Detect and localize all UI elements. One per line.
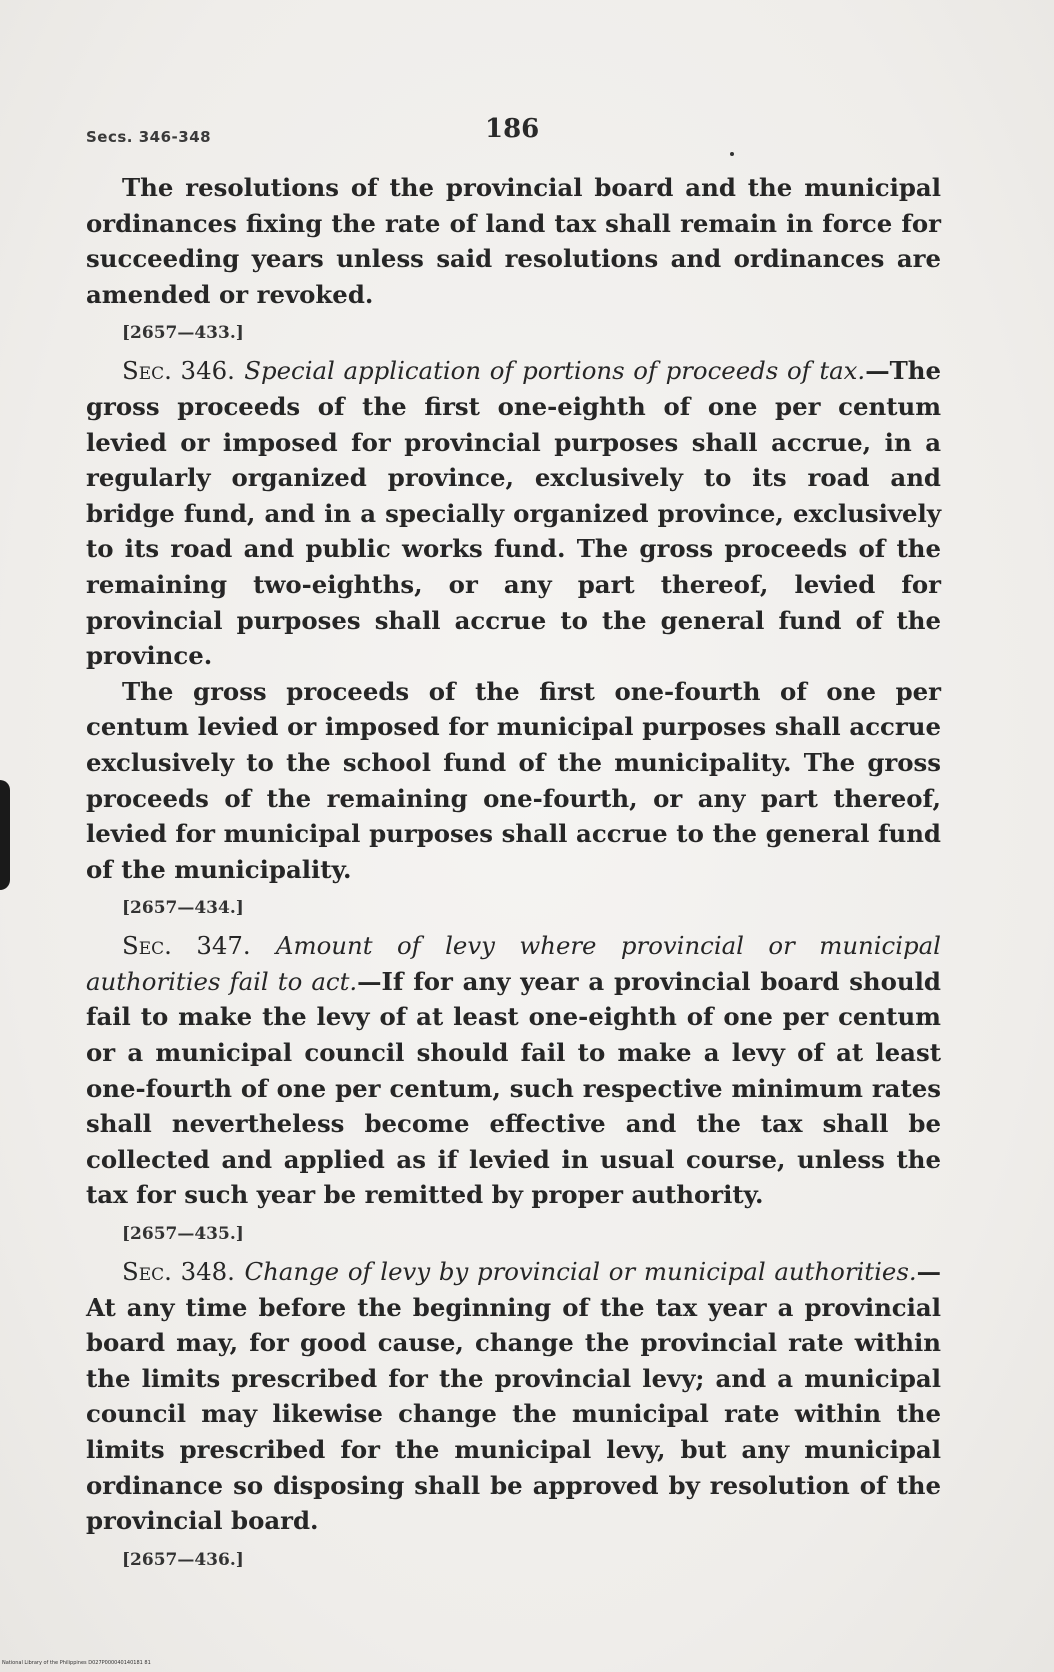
reference-435: [2657—435.] [122,1224,244,1245]
section-347-text: —If for any year a provincial board should fail to make the levy of at least one-eighth of one per centum or a municipal council should fail to make a levy of at least one-fourth of one per centum, such respective minimum rates shall nevertheless become effective and the tax shall be collected and applied as if levied in usual course, unless the tax for such year be remitted by proper authority. [86,966,941,1210]
section-348 [86,1254,941,1539]
binding-shadow [0,780,10,890]
ink-dot [730,152,734,156]
reference-434: [2657—434.] [122,898,244,919]
section-range: Secs. 346-348 [86,128,212,146]
section-346 [86,353,941,673]
section-348-title: Change of levy by provincial or municipal authorities. [244,1257,917,1287]
section-348-text: —At any time before the beginning of the tax year a provincial board may, for good cause, change the provincial rate within the limits prescribed for the provincial levy; and a municipal council may likewise change the municipal rate within the limits prescribed for the municipal levy, but any municipal ordinance so disposing shall be approved by resolution of the provincial board. [86,1257,941,1536]
page-number: 186 [485,114,540,144]
reference-433: [2657—433.] [122,323,244,344]
section-347 [86,928,941,1213]
scan-footer [2,1660,151,1666]
reference-436: [2657—436.] [122,1549,244,1570]
section-346-title: Special application of portions of proceeds of tax. [244,356,866,386]
section-347-title: Amount of levy where provincial or municipal authorities fail to act. [86,931,941,996]
body-text [86,170,941,1580]
paragraph-municipal-proceeds: The gross proceeds of the first one-fourth of one per centum levied or imposed for municipal purposes shall accrue exclusively to the school fund of the municipality. The gross proceeds of the remaining one-fourth, or any part thereof, levied for municipal purposes shall accrue to the general fund of the municipality. [86,676,941,884]
section-346-number: Sec. 346. [122,356,235,386]
section-347-number: Sec. 347. [122,931,251,961]
paragraph-land-tax: The resolutions of the provincial board and the municipal ordinances fixing the rate of land tax shall remain in force for succeeding years unless said resolutions and ordinances are amended or revoked. [86,173,941,309]
scan-code: D027P000040140181 81 [88,1660,151,1666]
section-346-text: —The gross proceeds of the first one-eighth of one per centum levied or imposed for provincial purposes shall accrue, in a regularly organized province, exclusively to its road and bridge fund, and in a specially organized province, exclusively to its road and public works fund. The gross proceeds of the remaining two-eighths, or any part thereof, levied for provincial purposes shall accrue to the general fund of the province. [86,356,941,671]
page-header [86,112,941,152]
section-348-number: Sec. 348. [122,1257,235,1287]
library-credit: National Library of the Philippines [2,1660,87,1666]
